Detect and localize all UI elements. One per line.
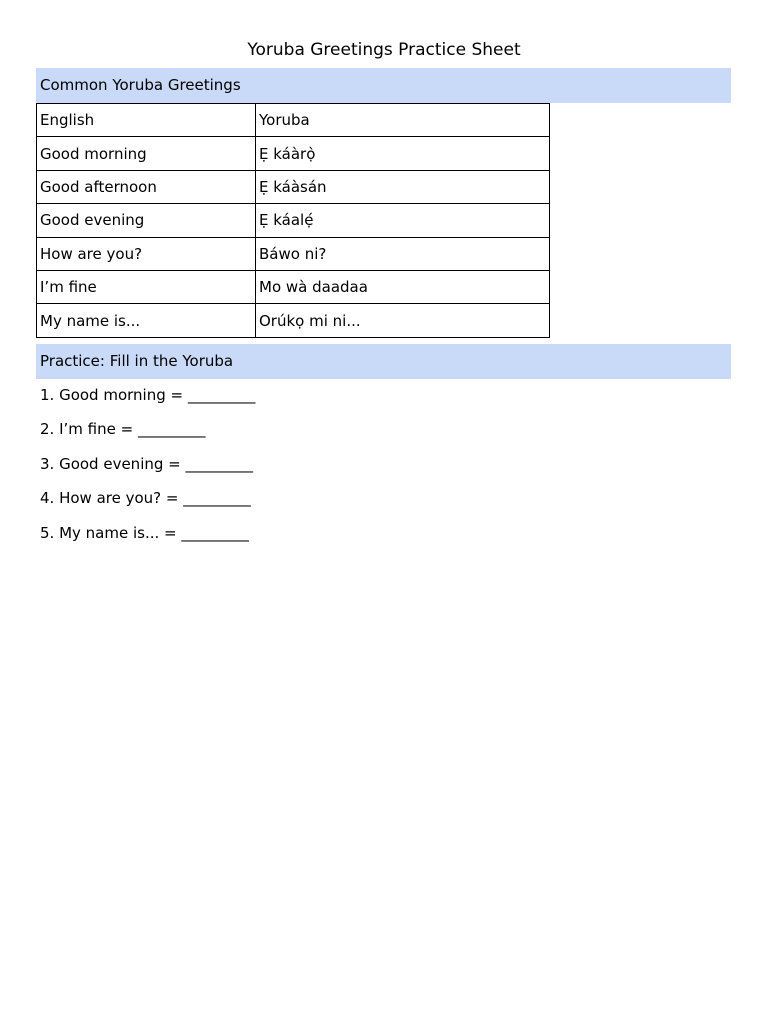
- english-cell: I’m fine: [37, 270, 256, 303]
- yoruba-cell: Mo wà daadaa: [256, 270, 550, 303]
- table-row: [37, 270, 550, 303]
- english-cell: How are you?: [37, 237, 256, 270]
- greetings-section-header: Common Yoruba Greetings: [36, 68, 731, 103]
- practice-item: 1. Good morning = _________: [40, 386, 256, 404]
- yoruba-cell: Ẹ káàrọ̀: [256, 137, 550, 170]
- column-header-english: English: [37, 104, 256, 137]
- practice-item: 4. How are you? = _________: [40, 489, 251, 508]
- table-header-row: [37, 104, 550, 137]
- english-cell: Good morning: [37, 137, 256, 170]
- practice-section-header: Practice: Fill in the Yoruba: [36, 344, 731, 379]
- table-row: [37, 204, 550, 237]
- yoruba-cell: Ẹ káàsán: [256, 170, 550, 203]
- greetings-table: [36, 103, 550, 338]
- table-row: [37, 237, 550, 270]
- practice-list: [40, 378, 255, 550]
- english-cell: My name is...: [37, 304, 256, 337]
- practice-item: 3. Good evening = _________: [40, 454, 253, 473]
- yoruba-cell: Báwo ni?: [256, 237, 550, 270]
- table-row: [37, 137, 550, 170]
- english-cell: Good evening: [37, 204, 256, 237]
- yoruba-cell: Ẹ káalẹ́: [256, 204, 550, 237]
- table-row: [37, 170, 550, 203]
- page-title: Yoruba Greetings Practice Sheet: [247, 40, 521, 60]
- table-row: [37, 304, 550, 337]
- practice-item: 2. I’m fine = _________: [40, 420, 206, 439]
- column-header-yoruba: Yoruba: [256, 104, 550, 137]
- yoruba-cell: Orúkọ mi ni...: [256, 304, 550, 337]
- english-cell: Good afternoon: [37, 170, 256, 203]
- practice-item: 5. My name is... = _________: [40, 523, 249, 542]
